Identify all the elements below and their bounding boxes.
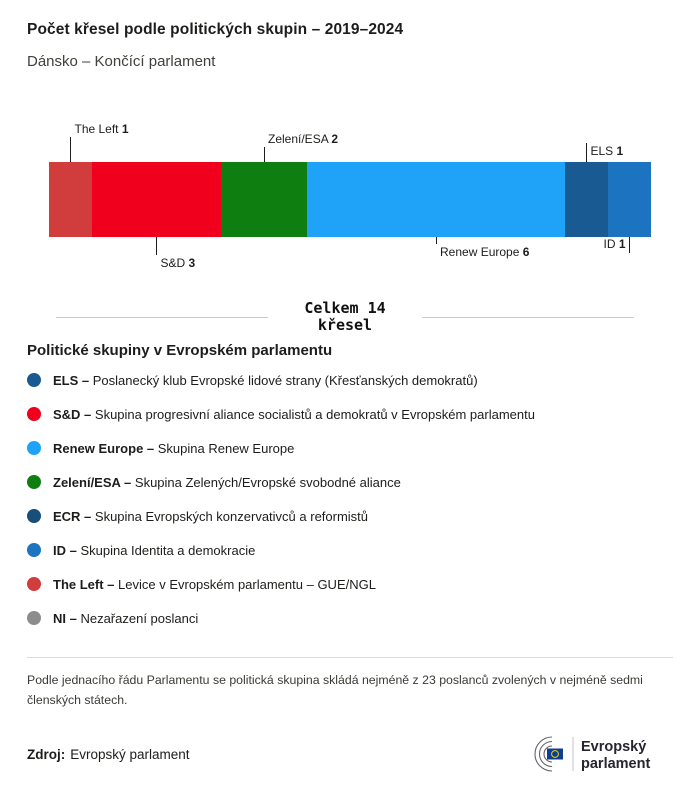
bar-label-value: 1 [121,122,129,136]
bar-label-name: Zelení/ESA [268,132,332,146]
legend-dot-els [27,373,41,387]
logo-text-line1: Evropský [581,739,647,756]
page-subtitle: Dánsko – Končící parlament [27,53,216,70]
legend-item-ecr [27,499,673,533]
leader-line-the-left [70,137,71,162]
total-row [56,300,634,334]
bar-label-els [591,145,624,158]
source-label: Zdroj: [27,746,66,762]
total-rule-right [422,317,634,318]
leader-line-zeleni-esa [264,147,265,162]
bar-label-name: S&D [160,256,189,270]
source-value: Evropský parlament [70,746,190,762]
leader-line-id [629,237,630,253]
bar-label-value: 1 [618,237,626,251]
stacked-bar [49,162,651,237]
bar-segment-zeleni-esa[interactable] [221,162,307,237]
legend-list [27,363,673,635]
legend-label-renew-europe: Renew Europe – Skupina Renew Europe [53,440,295,456]
legend-item-renew-europe [27,431,673,465]
bar-label-renew-europe [440,246,529,259]
legend-dot-renew-europe [27,441,41,455]
legend-title: Politické skupiny v Evropském parlamentu [27,342,333,359]
leader-line-sd [156,237,157,255]
legend-item-sd [27,397,673,431]
legend-section [0,334,700,635]
bar-label-the-left [74,123,128,136]
legend-item-the-left [27,567,673,601]
legend-dot-the-left [27,577,41,591]
logo-text-line2: parlament [581,756,651,773]
legend-label-zeleni-esa: Zelení/ESA – Skupina Zelených/Evropské svobodné aliance [53,474,401,490]
bar-label-value: 1 [616,144,624,158]
legend-label-the-left: The Left – Levice v Evropském parlamentu – GUE/NGL [53,576,376,592]
legend-dot-ni [27,611,41,625]
bar-label-id [603,238,625,251]
leader-line-els [586,143,587,162]
bar-segment-id[interactable] [608,162,651,237]
legend-label-ecr: ECR – Skupina Evropských konzervativců a reformistů [53,508,369,524]
total-label-line1: Celkem 14 [304,299,386,317]
bar-segment-the-left[interactable] [49,162,92,237]
bar-label-name: ID [603,237,619,251]
bar-label-value: 2 [331,132,339,146]
footnote: Podle jednacího řádu Parlamentu se politická skupina skládá nejméně z 23 poslanců zvolených v nejméně sedmi členských státech. [27,673,643,707]
legend-label-ni: NI – Nezařazení poslanci [53,610,199,626]
bar-label-name: ELS [590,144,617,158]
bar-label-sd [161,257,196,270]
total-rule-left [56,317,268,318]
legend-label-els: ELS – Poslanecký klub Evropské lidové strany (Křesťanských demokratů) [53,372,478,388]
bar-label-value: 6 [522,245,530,259]
legend-dot-ecr [27,509,41,523]
legend-dot-sd [27,407,41,421]
header [0,0,700,70]
bar-segment-sd[interactable] [92,162,221,237]
bar-segment-els[interactable] [565,162,608,237]
legend-dot-zeleni-esa [27,475,41,489]
bar-label-zeleni-esa [268,133,338,146]
legend-item-id [27,533,673,567]
bar-label-name: The Left [74,122,122,136]
bar-label-name: Renew Europe [440,245,523,259]
bar-segment-renew-europe[interactable] [307,162,565,237]
legend-item-els [27,363,673,397]
legend-item-ni [27,601,673,635]
bar-label-value: 3 [188,256,196,270]
page-title: Počet křesel podle politických skupin – 2019–2024 [27,21,404,38]
eu-parliament-logo-svg [521,730,673,778]
legend-item-zeleni-esa [27,465,673,499]
legend-label-id: ID – Skupina Identita a demokracie [53,542,256,558]
total-label-line2: křesel [317,316,373,334]
legend-dot-id [27,543,41,557]
legend-label-sd: S&D – Skupina progresivní aliance socialistů a demokratů v Evropském parlamentu [53,406,535,422]
source [27,747,190,762]
eu-flag-icon [547,749,563,760]
leader-line-renew-europe [436,237,437,244]
eu-parliament-logo [521,730,673,778]
total-label [268,300,421,334]
seats-chart [49,117,651,282]
footer [27,730,673,778]
